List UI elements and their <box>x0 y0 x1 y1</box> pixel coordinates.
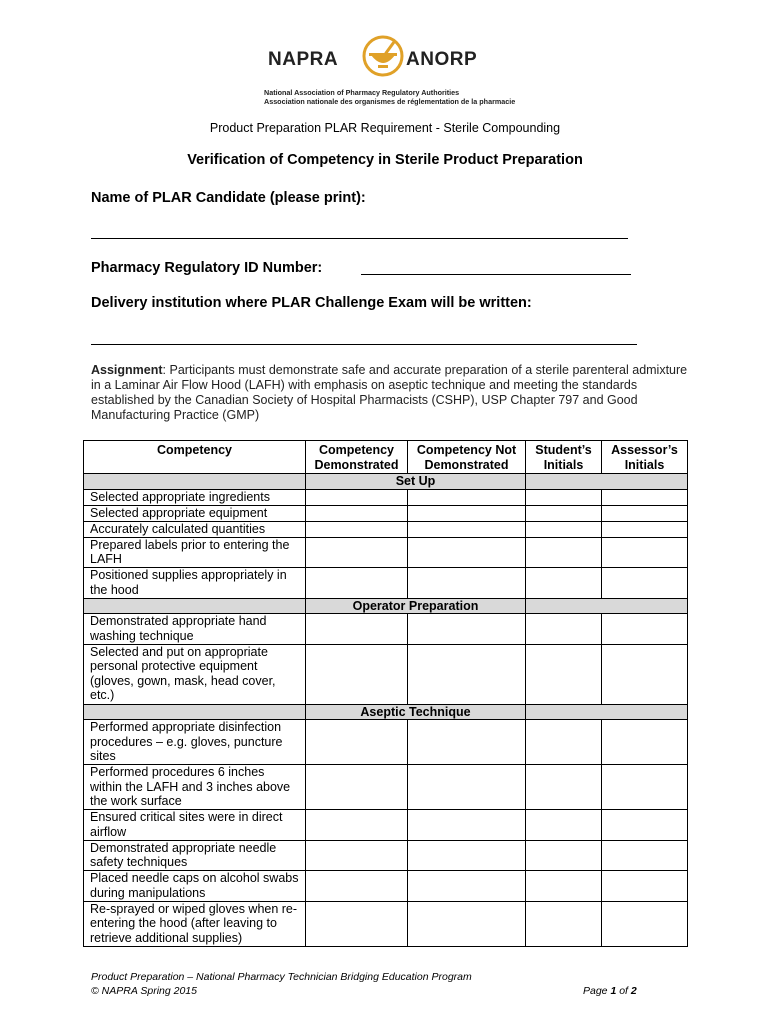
footer-program: Product Preparation – National Pharmacy Technician Bridging Education Program <box>91 971 472 983</box>
not-demonstrated-cell[interactable] <box>408 765 526 810</box>
regulatory-id-line[interactable] <box>361 274 631 275</box>
assessor-initials-cell[interactable] <box>602 901 688 946</box>
demonstrated-cell[interactable] <box>306 537 408 568</box>
logo-right-text: ANORP <box>406 49 478 70</box>
section-row <box>84 704 688 720</box>
assessor-initials-cell[interactable] <box>602 765 688 810</box>
logo-left-text: NAPRA <box>268 49 339 70</box>
competency-cell: Demonstrated appropriate hand washing technique <box>84 614 306 645</box>
demonstrated-cell[interactable] <box>306 765 408 810</box>
document-title: Verification of Competency in Sterile Product Preparation <box>187 152 583 168</box>
competency-cell: Performed procedures 6 inches within the LAFH and 3 inches above the work surface <box>84 765 306 810</box>
demonstrated-cell[interactable] <box>306 901 408 946</box>
assessor-initials-cell[interactable] <box>602 505 688 521</box>
table-row <box>84 614 688 645</box>
assignment-text: : Participants must demonstrate safe and accurate preparation of a sterile parenteral admixture in a Laminar Air Flow Hood (LAFH) with emphasis on aseptic technique and meeting the standards established by the Canadian Society of Hospital Pharmacists (CSHP), USP Chapter 797 and Good Manufacturing Practice (GMP) <box>91 363 688 422</box>
table-row <box>84 521 688 537</box>
student-initials-cell[interactable] <box>526 810 602 841</box>
candidate-name-line[interactable] <box>91 238 628 239</box>
institution-line[interactable] <box>91 344 637 345</box>
assessor-initials-cell[interactable] <box>602 840 688 871</box>
assessor-initials-cell[interactable] <box>602 521 688 537</box>
demonstrated-cell[interactable] <box>306 568 408 599</box>
demonstrated-cell[interactable] <box>306 489 408 505</box>
assessor-initials-cell[interactable] <box>602 644 688 704</box>
not-demonstrated-cell[interactable] <box>408 871 526 902</box>
not-demonstrated-cell[interactable] <box>408 840 526 871</box>
section-title-operator: Operator Preparation <box>306 598 526 614</box>
student-initials-cell[interactable] <box>526 568 602 599</box>
assignment-paragraph <box>91 363 691 423</box>
table-row <box>84 644 688 704</box>
page-number: Page 1 of 2 <box>583 985 637 997</box>
not-demonstrated-cell[interactable] <box>408 720 526 765</box>
table-row <box>84 810 688 841</box>
logo-english-name: National Association of Pharmacy Regulatory Authorities <box>264 88 460 97</box>
competency-cell: Re-sprayed or wiped gloves when re-entering the hood (after leaving to retrieve additional supplies) <box>84 901 306 946</box>
table-row <box>84 901 688 946</box>
not-demonstrated-cell[interactable] <box>408 568 526 599</box>
candidate-name-label: Name of PLAR Candidate (please print): <box>91 190 366 206</box>
competency-cell: Selected appropriate ingredients <box>84 489 306 505</box>
regulatory-id-label: Pharmacy Regulatory ID Number: <box>91 260 323 276</box>
not-demonstrated-cell[interactable] <box>408 521 526 537</box>
institution-label: Delivery institution where PLAR Challenge Exam will be written: <box>91 295 532 311</box>
table-row <box>84 720 688 765</box>
competency-cell: Positioned supplies appropriately in the hood <box>84 568 306 599</box>
header-not-demonstrated: Competency Not Demonstrated <box>408 441 526 474</box>
demonstrated-cell[interactable] <box>306 871 408 902</box>
demonstrated-cell[interactable] <box>306 505 408 521</box>
not-demonstrated-cell[interactable] <box>408 644 526 704</box>
assessor-initials-cell[interactable] <box>602 568 688 599</box>
student-initials-cell[interactable] <box>526 537 602 568</box>
table-row <box>84 537 688 568</box>
not-demonstrated-cell[interactable] <box>408 810 526 841</box>
table-row <box>84 489 688 505</box>
student-initials-cell[interactable] <box>526 720 602 765</box>
not-demonstrated-cell[interactable] <box>408 901 526 946</box>
section-title-aseptic: Aseptic Technique <box>306 704 526 720</box>
competency-cell: Selected and put on appropriate personal protective equipment (gloves, gown, mask, head cover, etc.) <box>84 644 306 704</box>
table-row <box>84 568 688 599</box>
demonstrated-cell[interactable] <box>306 614 408 645</box>
table-row <box>84 505 688 521</box>
demonstrated-cell[interactable] <box>306 810 408 841</box>
not-demonstrated-cell[interactable] <box>408 489 526 505</box>
student-initials-cell[interactable] <box>526 765 602 810</box>
demonstrated-cell[interactable] <box>306 840 408 871</box>
competency-cell: Prepared labels prior to entering the LAFH <box>84 537 306 568</box>
student-initials-cell[interactable] <box>526 505 602 521</box>
table-row <box>84 765 688 810</box>
document-subtitle: Product Preparation PLAR Requirement - Sterile Compounding <box>209 121 561 135</box>
assessor-initials-cell[interactable] <box>602 489 688 505</box>
napra-logo <box>264 33 516 109</box>
assessor-initials-cell[interactable] <box>602 720 688 765</box>
student-initials-cell[interactable] <box>526 871 602 902</box>
competency-cell: Ensured critical sites were in direct airflow <box>84 810 306 841</box>
student-initials-cell[interactable] <box>526 614 602 645</box>
table-row <box>84 871 688 902</box>
section-row <box>84 474 688 490</box>
assessor-initials-cell[interactable] <box>602 810 688 841</box>
demonstrated-cell[interactable] <box>306 521 408 537</box>
section-title-setup: Set Up <box>306 474 526 490</box>
student-initials-cell[interactable] <box>526 644 602 704</box>
student-initials-cell[interactable] <box>526 901 602 946</box>
assessor-initials-cell[interactable] <box>602 871 688 902</box>
section-row <box>84 598 688 614</box>
competency-cell: Performed appropriate disinfection procedures – e.g. gloves, puncture sites <box>84 720 306 765</box>
header-demonstrated: Competency Demonstrated <box>306 441 408 474</box>
student-initials-cell[interactable] <box>526 840 602 871</box>
competency-cell: Demonstrated appropriate needle safety techniques <box>84 840 306 871</box>
demonstrated-cell[interactable] <box>306 720 408 765</box>
competency-cell: Accurately calculated quantities <box>84 521 306 537</box>
not-demonstrated-cell[interactable] <box>408 505 526 521</box>
header-student-initials: Student’s Initials <box>526 441 602 474</box>
footer-copyright: © NAPRA Spring 2015 <box>91 985 197 997</box>
student-initials-cell[interactable] <box>526 521 602 537</box>
competency-table <box>83 440 688 947</box>
header-assessor-initials: Assessor’s Initials <box>602 441 688 474</box>
competency-cell: Selected appropriate equipment <box>84 505 306 521</box>
assessor-initials-cell[interactable] <box>602 614 688 645</box>
demonstrated-cell[interactable] <box>306 644 408 704</box>
table-header-row <box>84 441 688 474</box>
mortar-pestle-icon <box>362 35 404 77</box>
not-demonstrated-cell[interactable] <box>408 614 526 645</box>
not-demonstrated-cell[interactable] <box>408 537 526 568</box>
competency-cell: Placed needle caps on alcohol swabs during manipulations <box>84 871 306 902</box>
assignment-label: Assignment <box>91 363 163 377</box>
header-competency: Competency <box>84 441 306 474</box>
student-initials-cell[interactable] <box>526 489 602 505</box>
table-row <box>84 840 688 871</box>
logo-french-name: Association nationale des organismes de réglementation de la pharmacie <box>264 97 516 106</box>
assessor-initials-cell[interactable] <box>602 537 688 568</box>
